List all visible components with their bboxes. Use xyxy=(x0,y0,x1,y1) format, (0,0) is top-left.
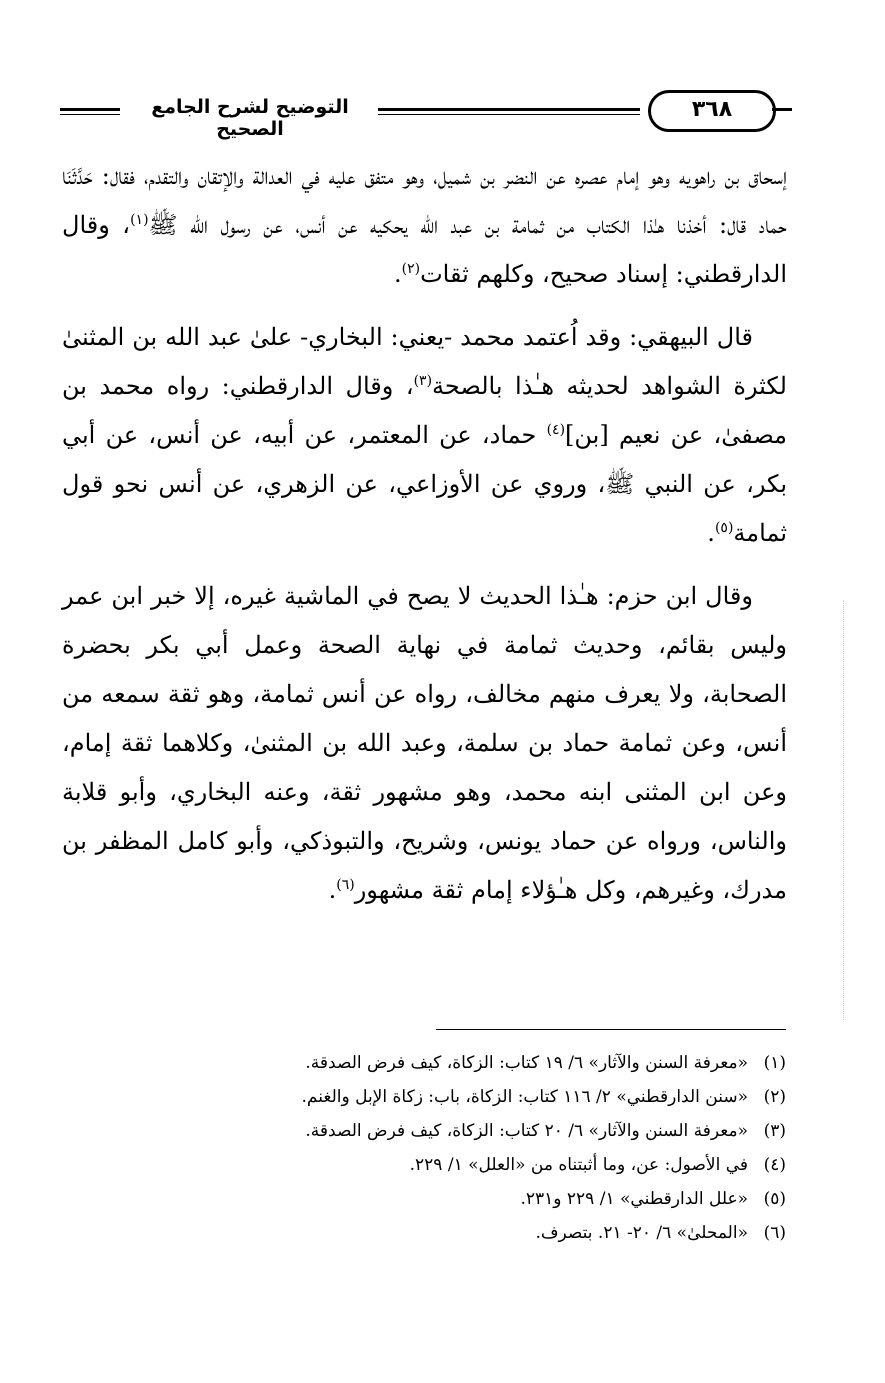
footnote-text: «سنن الدارقطني» ٢/ ١١٦ كتاب: الزكاة، باب: زكاة الإبل والغنم. xyxy=(301,1087,748,1107)
scan-artifact xyxy=(843,600,845,1020)
footnote-ref: (١) xyxy=(130,212,149,228)
text-run: وقال ابن حزم: هـٰذا الحديث لا يصح في الماشية غيره، إلا خبر ابن عمر وليس بقائم، وحديث ثمامة في نهاية الصحة وعمل أبي بكر بحضرة الصحابة، ولا يعرف منهم مخالف، رواه عن أنس ثمامة، وهو ثقة سمعه من أنس، وعن ثمامة حماد بن سلمة، وعبد الله بن المثنىٰ، وكلاهما ثقة إمام، وعن ابن المثنى ابنه محمد، وهو مشهور ثقة، وعنه البخاري، وأبو قلابة والناس، ورواه عن حماد يونس، وشريح، والتبوذكي، وأبو كامل المظفر بن مدرك، وغيرهم، وكل هـٰؤلاء إمام ثقة مشهور xyxy=(62,582,787,904)
footnotes xyxy=(150,1046,786,1250)
footnote-number: (٤) xyxy=(763,1155,786,1175)
footnote xyxy=(150,1080,786,1114)
text-run: . xyxy=(328,876,337,904)
running-title: التوضيح لشرح الجامع الصحيح xyxy=(151,96,349,140)
footnote-ref: (٢) xyxy=(401,261,421,277)
footnote-number: (٣) xyxy=(763,1121,786,1141)
page-number: ٣٦٨ xyxy=(691,97,733,122)
text-run: حماد، عن المعتمر، عن أبيه، عن أنس، عن أبي بكر، عن النبي ﷺ، وروي عن الأوزاعي، عن الزهري، عن أنس نحو قول ثمامة xyxy=(62,421,787,547)
text-run: ، وقال الدارقطني: إسناد صحيح، وكلهم ثقات xyxy=(62,211,787,288)
footnote-ref: (٦) xyxy=(336,877,355,893)
text-run: إسحاق بن راهويه وهو إمام عصره عن النضر بن شميل، وهو متفق عليه في العدالة والإتقان والتقدم، فقال: حَدَّثَنَا حماد قال: أخذنا هـٰذا الكتاب من ثمامة بن عبد الله يحكيه عن أنس، عن رسول الله ﷺ xyxy=(62,162,788,239)
footnote-number: (٢) xyxy=(763,1087,786,1107)
footnote xyxy=(150,1216,786,1250)
header-rule-left xyxy=(60,108,120,118)
paragraph xyxy=(62,313,787,558)
footnote-text: «معرفة السنن والآثار» ٦/ ٢٠ كتاب: الزكاة، كيف فرض الصدقة. xyxy=(305,1121,748,1141)
footnote-ref: (٣) xyxy=(413,373,433,389)
footnote-text: «المحلىٰ» ٦/ ٢٠- ٢١. بتصرف. xyxy=(535,1223,748,1243)
footnote xyxy=(150,1148,786,1182)
footnote xyxy=(150,1182,786,1216)
page-number-badge xyxy=(648,90,776,132)
page-header xyxy=(60,88,790,138)
footnote-number: (٦) xyxy=(763,1223,786,1243)
footnote-separator xyxy=(436,1029,786,1030)
footnote xyxy=(150,1114,786,1148)
paragraph xyxy=(62,572,787,915)
main-text xyxy=(62,152,787,929)
footnote xyxy=(150,1046,786,1080)
paragraph xyxy=(62,152,787,299)
text-run: . xyxy=(707,519,715,547)
footnote-number: (٥) xyxy=(763,1189,786,1209)
badge-tail-rule xyxy=(772,108,792,111)
footnote-text: في الأصول: عن، وما أثبتناه من «العلل» ١/ ٢٢٩. xyxy=(409,1155,748,1175)
header-rule-middle xyxy=(378,108,640,118)
footnote-text: «علل الدارقطني» ١/ ٢٢٩ و٢٣١. xyxy=(520,1189,748,1209)
footnote-text: «معرفة السنن والآثار» ٦/ ١٩ كتاب: الزكاة، كيف فرض الصدقة. xyxy=(305,1053,748,1073)
text-run: قال البيهقي: وقد اُعتمد محمد -يعني: البخاري- علىٰ عبد الله بن المثنىٰ لكثرة الشواهد لحديثه هـٰذا بالصحة xyxy=(62,323,787,400)
footnote-number: (١) xyxy=(763,1053,786,1073)
text-run: . xyxy=(393,260,402,288)
text-run: ، وقال الدارقطني: رواه محمد بن مصفىٰ، عن نعيم [بن] xyxy=(62,372,787,449)
footnote-ref: (٤) xyxy=(546,422,566,438)
footnote-ref: (٥) xyxy=(714,520,734,536)
